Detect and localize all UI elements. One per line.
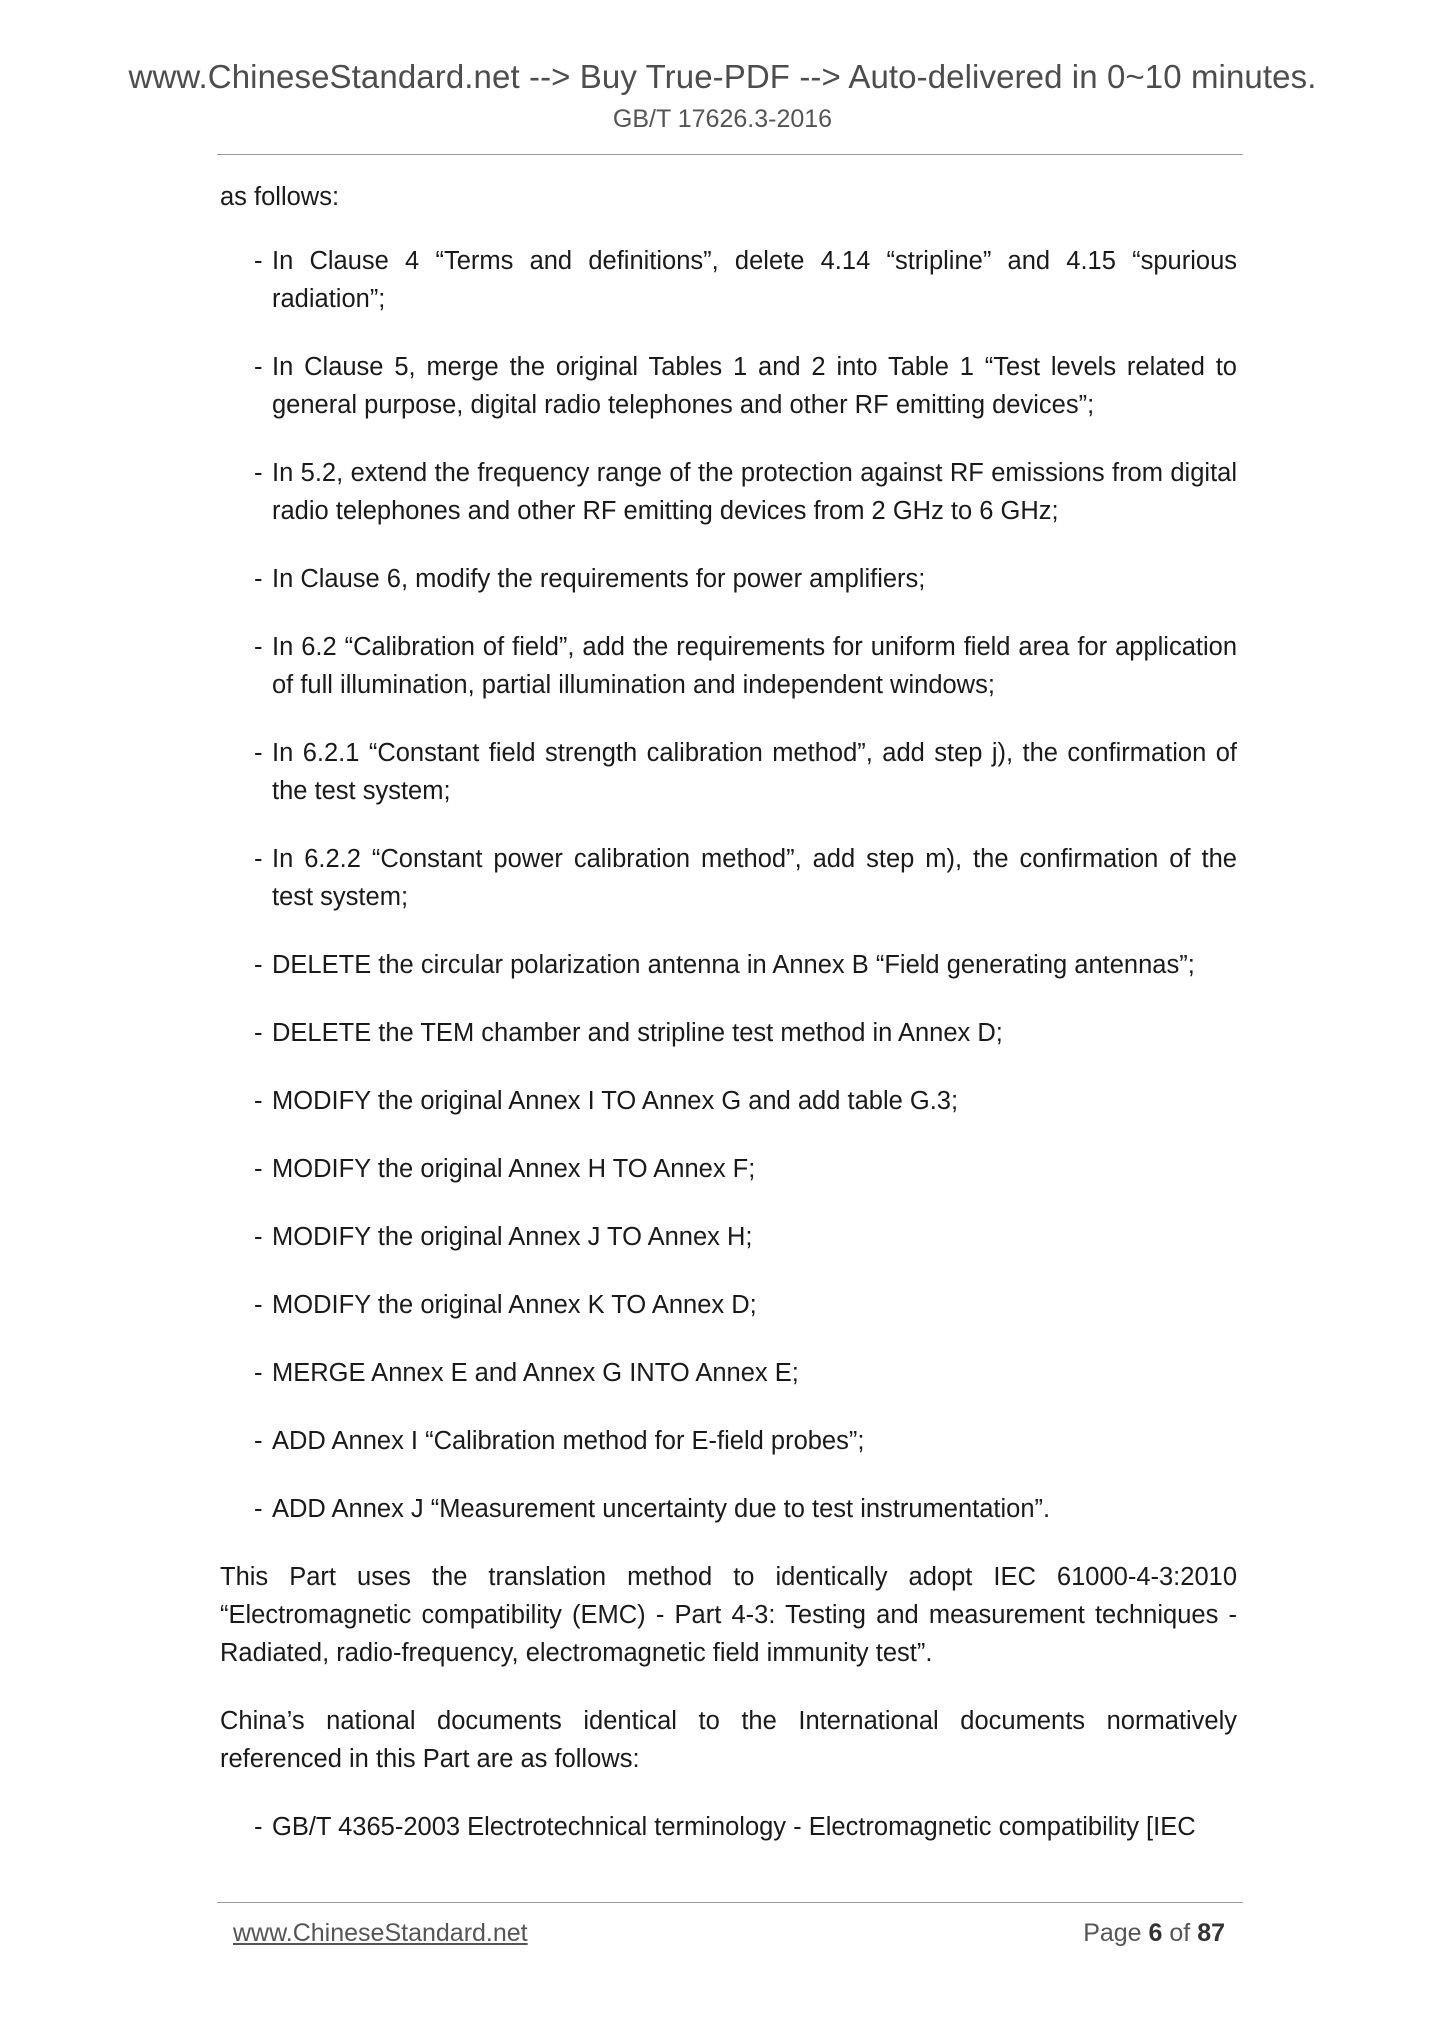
list-item xyxy=(220,1286,1237,1324)
page-content xyxy=(220,178,1237,1876)
list-dash: - xyxy=(254,565,263,593)
list-dash: - xyxy=(254,1155,263,1183)
document-code: GB/T 17626.3-2016 xyxy=(612,105,833,133)
header-divider xyxy=(217,154,1243,155)
list-dash: - xyxy=(254,247,263,275)
list-dash: - xyxy=(254,1223,263,1251)
list-item-text: ADD Annex J “Measurement uncertainty due to test instrumentation”. xyxy=(272,1495,1051,1523)
list-item xyxy=(220,454,1237,530)
list-item xyxy=(220,628,1237,704)
footer-website-link[interactable]: www.ChineseStandard.net xyxy=(233,1919,528,1947)
list-item-text: In Clause 6, modify the requirements for power amplifiers; xyxy=(272,565,926,593)
list-dash: - xyxy=(254,845,263,873)
list-dash: - xyxy=(254,1087,263,1115)
reference-item-text: GB/T 4365-2003 Electrotechnical terminology - Electromagnetic compatibility [IEC xyxy=(272,1813,1196,1841)
list-item xyxy=(220,1218,1237,1256)
list-dash: - xyxy=(254,1495,263,1523)
list-dash: - xyxy=(254,353,263,381)
list-item-text: In Clause 4 “Terms and definitions”, delete 4.14 “stripline” and 4.15 “spurious radiation”; xyxy=(272,247,1237,313)
footer-divider xyxy=(217,1902,1243,1903)
list-item-text: ADD Annex I “Calibration method for E-field probes”; xyxy=(272,1427,865,1455)
list-item-text: In 6.2 “Calibration of field”, add the requirements for uniform field area for application of full illumination, partial illumination and independent windows; xyxy=(272,633,1237,699)
page-total: 87 xyxy=(1197,1919,1225,1947)
list-item xyxy=(220,348,1237,424)
references-paragraph: China’s national documents identical to the International documents normatively referenced in this Part are as follows: xyxy=(220,1707,1237,1773)
list-item-text: In 6.2.2 “Constant power calibration method”, add step m), the confirmation of the test system; xyxy=(272,845,1237,911)
list-dash: - xyxy=(254,739,263,767)
page-number xyxy=(1083,1919,1225,1948)
list-item xyxy=(220,1082,1237,1120)
list-item-text: In Clause 5, merge the original Tables 1 and 2 into Table 1 “Test levels related to general purpose, digital radio telephones and other RF emitting devices”; xyxy=(272,353,1237,419)
page-of: of xyxy=(1162,1919,1198,1947)
intro-text: as follows: xyxy=(220,183,340,211)
list-dash: - xyxy=(254,1359,263,1387)
list-dash: - xyxy=(254,1813,263,1841)
page-current: 6 xyxy=(1148,1919,1163,1947)
change-list xyxy=(220,242,1237,1528)
list-dash: - xyxy=(254,1427,263,1455)
list-dash: - xyxy=(254,951,263,979)
adoption-paragraph: This Part uses the translation method to identically adopt IEC 61000-4-3:2010 “Electromagnetic compatibility (EMC) - Part 4-3: Testing and measurement techniques - Radiated, radio-frequency, electromagnetic field immunity test”. xyxy=(220,1563,1237,1667)
list-item xyxy=(220,1014,1237,1052)
list-dash: - xyxy=(254,459,263,487)
list-item xyxy=(220,840,1237,916)
reference-item xyxy=(220,1808,1237,1846)
list-item-text: In 5.2, extend the frequency range of the protection against RF emissions from digital radio telephones and other RF emitting devices from 2 GHz to 6 GHz; xyxy=(272,459,1237,525)
list-item xyxy=(220,1490,1237,1528)
header-banner: www.ChineseStandard.net --> Buy True-PDF --> Auto-delivered in 0~10 minutes. xyxy=(128,58,1317,95)
list-item-text: MODIFY the original Annex I TO Annex G and add table G.3; xyxy=(272,1087,959,1115)
list-item-text: MERGE Annex E and Annex G INTO Annex E; xyxy=(272,1359,799,1387)
list-dash: - xyxy=(254,1019,263,1047)
list-item-text: DELETE the circular polarization antenna in Annex B “Field generating antennas”; xyxy=(272,951,1195,979)
list-dash: - xyxy=(254,1291,263,1319)
page-prefix: Page xyxy=(1083,1919,1149,1947)
list-item xyxy=(220,1354,1237,1392)
list-item xyxy=(220,1150,1237,1188)
list-item xyxy=(220,946,1237,984)
list-item xyxy=(220,560,1237,598)
list-dash: - xyxy=(254,633,263,661)
list-item xyxy=(220,242,1237,318)
list-item-text: MODIFY the original Annex K TO Annex D; xyxy=(272,1291,757,1319)
list-item xyxy=(220,1422,1237,1460)
list-item-text: DELETE the TEM chamber and stripline test method in Annex D; xyxy=(272,1019,1003,1047)
list-item-text: MODIFY the original Annex H TO Annex F; xyxy=(272,1155,756,1183)
list-item xyxy=(220,734,1237,810)
list-item-text: MODIFY the original Annex J TO Annex H; xyxy=(272,1223,753,1251)
list-item-text: In 6.2.1 “Constant field strength calibration method”, add step j), the confirmation of the test system; xyxy=(272,739,1237,805)
